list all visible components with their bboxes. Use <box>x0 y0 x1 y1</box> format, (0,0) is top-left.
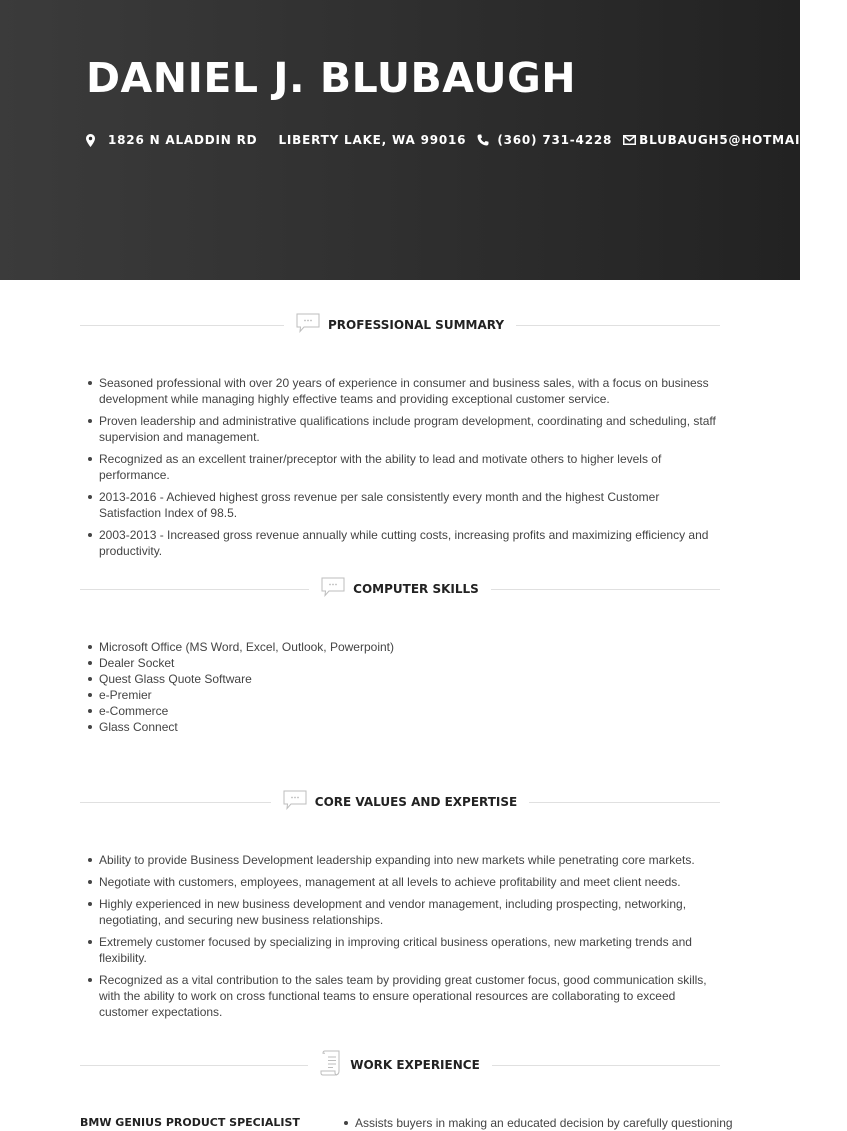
map-pin-icon <box>86 134 95 147</box>
list-item: Microsoft Office (MS Word, Excel, Outlook, Powerpoint) <box>99 639 721 655</box>
scroll-icon <box>320 1050 342 1081</box>
values-list <box>99 852 721 1026</box>
list-item: Glass Connect <box>99 719 721 735</box>
section-title: PROFESSIONAL SUMMARY <box>327 318 505 332</box>
section-header-summary <box>80 313 720 337</box>
contact-bar <box>86 131 847 149</box>
summary-list <box>99 375 721 565</box>
phone-icon <box>477 134 489 146</box>
list-item: Dealer Socket <box>99 655 721 671</box>
list-item: Assists buyers in making an educated decision by carefully questioning <box>355 1116 733 1130</box>
section-header-skills <box>80 577 720 601</box>
list-item: Highly experienced in new business development and vendor management, including prospecting, networking, negotiating, and securing new business relationships. <box>99 896 721 928</box>
skills-list <box>99 639 721 735</box>
candidate-name: DANIEL J. BLUBAUGH <box>86 54 577 102</box>
list-item: Extremely customer focused by specializing in improving critical business operations, new marketing trends and flexibility. <box>99 934 721 966</box>
list-item: Negotiate with customers, employees, management at all levels to achieve profitability and meet client needs. <box>99 874 721 890</box>
resume-header <box>0 0 847 280</box>
list-item: Quest Glass Quote Software <box>99 671 721 687</box>
speech-bubble-icon <box>321 577 345 602</box>
job-duties-list <box>355 1115 733 1131</box>
list-item: Recognized as a vital contribution to the sales team by providing great customer focus, good communication skills, with the ability to work on cross functional teams to ensure operational resources are collaborating to exceed customer expectations. <box>99 972 721 1020</box>
email-link[interactable]: BLUBAUGH5@HOTMAIL.COM <box>639 133 847 147</box>
list-item: 2013-2016 - Achieved highest gross revenue per sale consistently every month and the highest Customer Satisfaction Index of 98.5. <box>99 489 721 521</box>
list-item: Ability to provide Business Development leadership expanding into new markets while penetrating core markets. <box>99 852 721 868</box>
list-item: e-Premier <box>99 687 721 703</box>
list-item: 2003-2013 - Increased gross revenue annually while cutting costs, increasing profits and maximizing efficiency and productivity. <box>99 527 721 559</box>
list-item: Proven leadership and administrative qualifications include program development, coordinating and scheduling, staff supervision and management. <box>99 413 721 445</box>
section-title: WORK EXPERIENCE <box>350 1058 480 1072</box>
section-header-values <box>80 790 720 814</box>
speech-bubble-icon <box>296 313 320 338</box>
list-item: Recognized as an excellent trainer/preceptor with the ability to lead and motivate others to higher levels of performance. <box>99 451 721 483</box>
phone-number: (360) 731-4228 <box>497 133 613 147</box>
speech-bubble-icon <box>283 790 307 815</box>
envelope-icon <box>623 135 636 145</box>
section-title: COMPUTER SKILLS <box>353 582 479 596</box>
address-line1: 1826 N ALADDIN RD <box>108 133 258 147</box>
list-item: Seasoned professional with over 20 years of experience in consumer and business sales, with a focus on business development while managing highly effective teams and providing exceptional customer service. <box>99 375 721 407</box>
address-line2: LIBERTY LAKE, WA 99016 <box>278 133 467 147</box>
section-title: CORE VALUES AND EXPERTISE <box>314 795 518 809</box>
section-header-experience <box>80 1053 720 1077</box>
job-title: BMW GENIUS PRODUCT SPECIALIST <box>80 1116 300 1129</box>
list-item: e-Commerce <box>99 703 721 719</box>
